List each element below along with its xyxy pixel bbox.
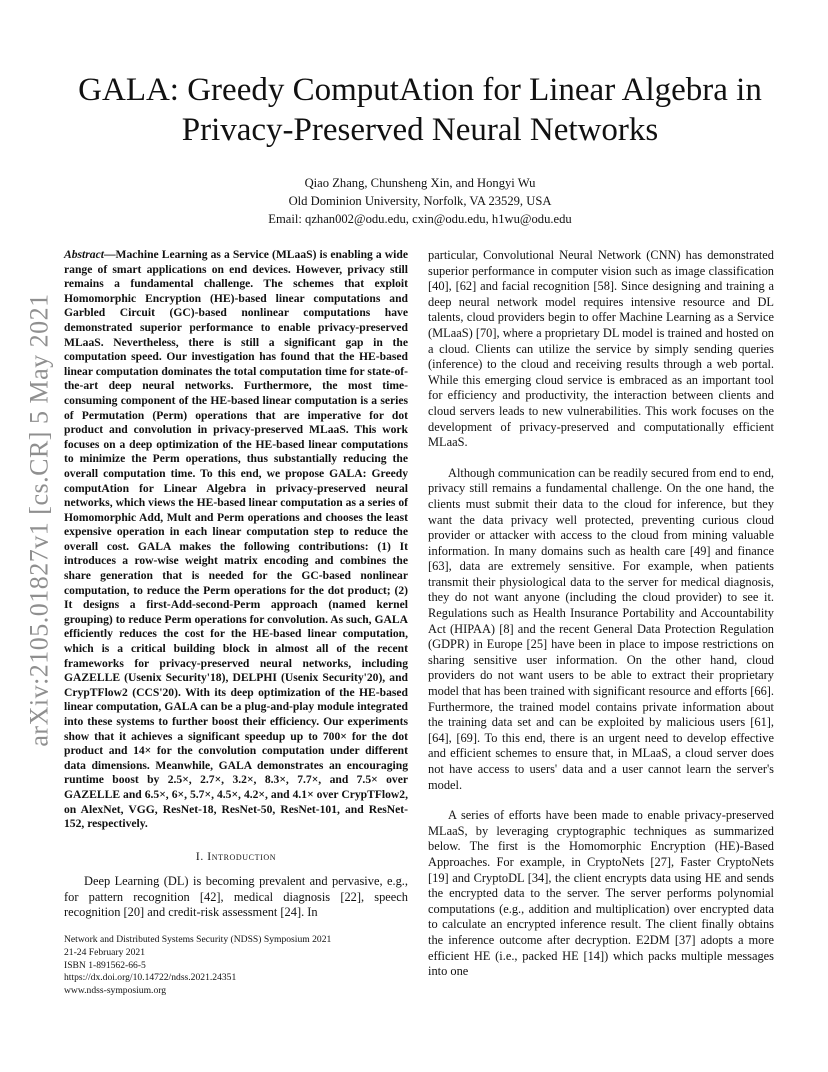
footnote-line-3: ISBN 1-891562-66-5 <box>64 959 146 971</box>
abstract-text: —Machine Learning as a Service (MLaaS) is enabling a wide range of smart applications on end devices. However, privacy still remains a fundamental challenge. The schemes that exploit Homomorphic Encryption (HE)-based linear computations and Garbled Circuit (GC)-based nonlinear computations have demonstrated superior performance to enable privacy-preserved MLaaS. Nevertheless, there is still a significant gap in the computation speed. Our investigation has found that the HE-based linear computation dominates the total computation time for state-of-the-art deep neural networks. Furthermore, the most time-consuming component of the HE-based linear computation is a series of Permutation (Perm) operations that are imperative for dot product and convolution in privacy-preserved MLaaS. This work focuses on a deep optimization of the HE-based linear computations to minimize the Perm operations, thus substantially reducing the overall computation time. To this end, we propose GALA: Greedy computAtion for Linear Algebra in privacy-preserved neural networks, which views the HE-based linear computation as a series of Homomorphic Add, Mult and Perm operations and chooses the least expensive operation in each linear computation step to reduce the overall cost. GALA makes the following contributions: (1) It introduces a row-wise weight matrix encoding and combines the share generation that is needed for the GC-based nonlinear computation, to reduce the Perm operations for the dot product; (2) It designs a first-Add-second-Perm approach (named kernel grouping) to reduce Perm operations for convolution. As such, GALA efficiently reduces the cost for the HE-based linear computation, which is a critical building block in almost all of the recent frameworks for privacy-preserved neural networks, including GAZELLE (Usenix Security'18), DELPHI (Usenix Security'20), and CrypTFlow2 (CCS'20). With its deep optimization of the HE-based linear computation, GALA can be a plug-and-play module integrated into these systems to further boost their efficiency. Our experiments show that it achieves a significant speedup up to 700× for the dot product and 14× for the convolution computation under different data dimensions. Meanwhile, GALA demonstrates an encouraging runtime boost by 2.5×, 2.7×, 3.2×, 8.3×, 7.7×, and 7.5× over GAZELLE and 6.5×, 6×, 5.7×, 4.5×, 4.2×, and 4.1× over CrypTFlow2, on AlexNet, VGG, ResNet-18, ResNet-50, ResNet-101, and ResNet-152, respectively. <box>64 248 408 831</box>
paper-title <box>60 70 780 150</box>
left-column <box>64 248 408 921</box>
abstract <box>64 248 408 832</box>
arxiv-stamp-text: arXiv:2105.01827v1 [cs.CR] 5 May 2021 <box>25 293 54 747</box>
title-line-2: Privacy-Preserved Neural Networks <box>181 112 659 148</box>
conference-footnote <box>64 934 408 998</box>
footnote-doi-link[interactable]: https://dx.doi.org/10.14722/ndss.2021.24351 <box>64 972 237 984</box>
intro-paragraph-left: Deep Learning (DL) is becoming prevalent and pervasive, e.g., for pattern recognition [42], medical diagnosis [22], speech recognition [20] and credit-risk assessment [24]. In <box>64 874 408 920</box>
right-paragraph-3: A series of efforts have been made to enable privacy-preserved MLaaS, by leveraging cryptographic techniques as summarized below. The first is the Homomorphic Encryption (HE)-Based Approaches. For example, in CryptoNets [27], Faster CryptoNets [19] and CryptoDL [34], the client encrypts data using HE and sends the encrypted data to the server. The server performs polynomial computations (e.g., addition and multiplication) over encrypted data to calculate an encrypted inference result. The client finally obtains the inference outcome after decryption. E2DM [37] adopts a more efficient HE (i.e., packed HE [14]) which packs multiple messages into one <box>428 808 774 979</box>
title-line-1: GALA: Greedy ComputAtion for Linear Algebra in <box>78 72 762 108</box>
section-heading-introduction: I. Introduction <box>195 850 277 863</box>
author-names: Qiao Zhang, Chunsheng Xin, and Hongyi Wu <box>304 176 536 190</box>
abstract-lead: Abstract <box>64 248 104 261</box>
footnote-line-1: Network and Distributed Systems Security (NDSS) Symposium 2021 <box>64 934 332 945</box>
author-email: Email: qzhan002@odu.edu, cxin@odu.edu, h1wu@odu.edu <box>268 212 572 226</box>
footnote-website-link[interactable]: www.ndss-symposium.org <box>64 985 167 997</box>
footnote-line-2: 21-24 February 2021 <box>64 946 145 958</box>
author-block <box>60 174 780 228</box>
right-paragraph-2: Although communication can be readily secured from end to end, privacy still remains a fundamental challenge. On the one hand, the clients must submit their data to the cloud for inference, but they want the data privacy well protected, preventing curious cloud provider or attacker with access to the cloud from mining valuable information. In many domains such as health care [49] and finance [63], data are extremely sensitive. For example, when patients transmit their physiological data to the server for medical diagnosis, they do not want anyone (including the cloud provider) to see it. Regulations such as Health Insurance Portability and Accountability Act (HIPAA) [8] and the recent General Data Protection Regulation (GDPR) in Europe [25] have been in place to impose restrictions on sharing sensitive user information. On the other hand, cloud providers do not want users to be able to extract their proprietary model that has been trained with significant resource and efforts [66]. Furthermore, the trained model contains private information about the training data set and can be exploited by malicious users [61], [64], [69]. To this end, there is an urgent need to develop effective and efficient schemes to ensure that, in MLaaS, a cloud server does not have access to users' data and a user cannot learn the server's model. <box>428 465 774 792</box>
right-paragraph-1: particular, Convolutional Neural Network (CNN) has demonstrated superior performance in computer vision such as image classification [40], [62] and facial recognition [58]. Since designing and training a deep neural network model requires intensive resource and DL talents, cloud providers begin to offer Machine Learning as a Service (MLaaS) [70], where a proprietary DL model is trained and hosted on a cloud. Clients can utilize the service by simply sending queries (inference) to the cloud and receiving results through a web portal. While this emerging cloud service is embraced as an important tool for efficiency and productivity, the interaction between clients and cloud servers leads to new vulnerabilities. This work focuses on the development of privacy-preserved and computationally efficient MLaaS. <box>428 248 774 450</box>
right-column <box>428 248 774 980</box>
arxiv-stamp <box>14 150 66 890</box>
author-affiliation: Old Dominion University, Norfolk, VA 23529, USA <box>288 194 552 208</box>
